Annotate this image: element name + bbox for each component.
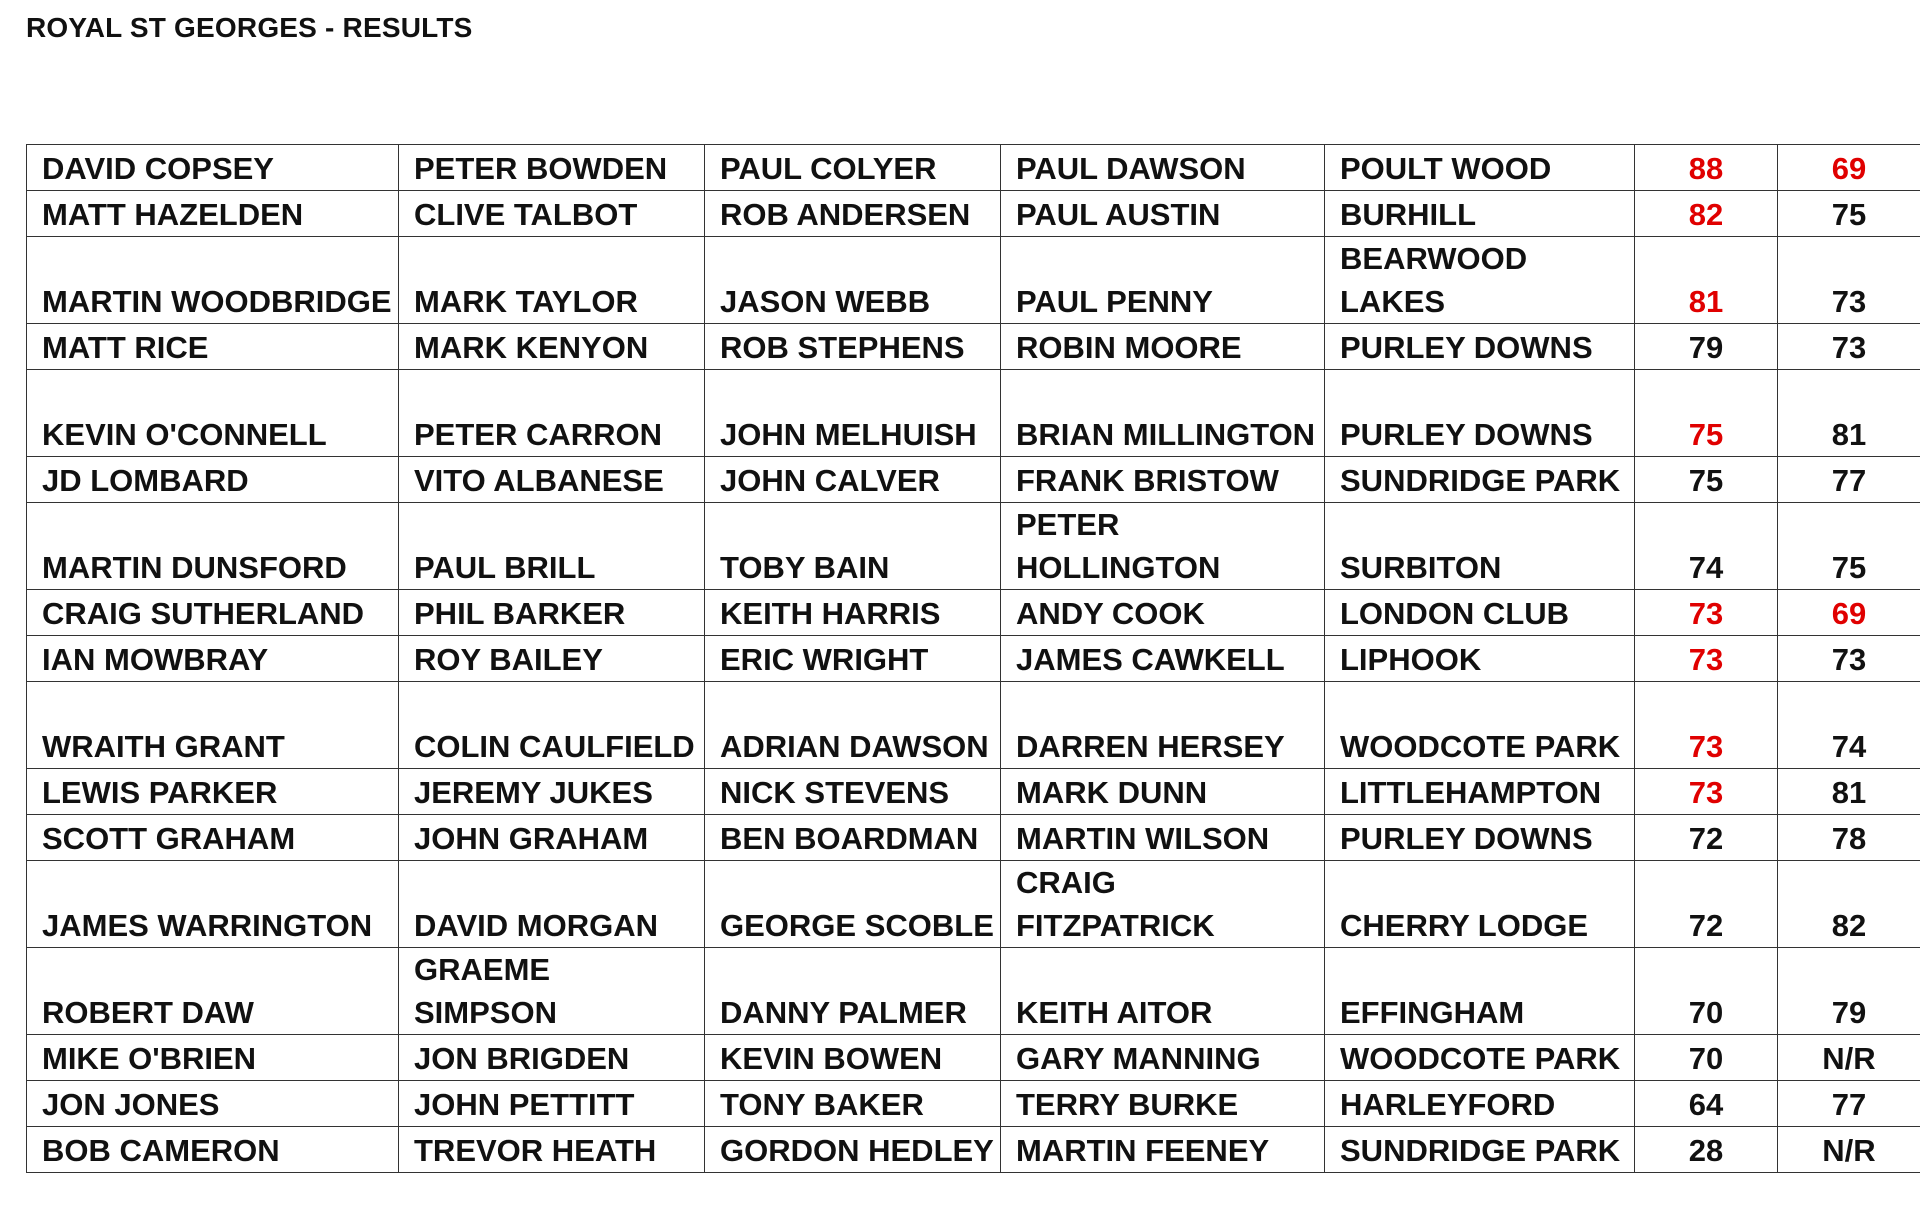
player-3-cell: JOHN CALVER	[705, 457, 1001, 503]
club-cell: BEARWOOD LAKES	[1325, 237, 1635, 324]
player-3-cell: KEITH HARRIS	[705, 590, 1001, 636]
player-4-cell: JAMES CAWKELL	[1001, 636, 1325, 682]
player-3-cell: TONY BAKER	[705, 1081, 1001, 1127]
player-1-cell: SCOTT GRAHAM	[27, 815, 399, 861]
player-2-cell: JON BRIGDEN	[399, 1035, 705, 1081]
player-1-cell: IAN MOWBRAY	[27, 636, 399, 682]
results-body	[27, 145, 1920, 1173]
player-2-cell: PHIL BARKER	[399, 590, 705, 636]
table-row	[27, 861, 1920, 948]
player-4-cell: CRAIG FITZPATRICK	[1001, 861, 1325, 948]
player-3-cell: ROB ANDERSEN	[705, 191, 1001, 237]
club-cell: PURLEY DOWNS	[1325, 324, 1635, 370]
player-2-cell: DAVID MORGAN	[399, 861, 705, 948]
player-3-cell: JASON WEBB	[705, 237, 1001, 324]
score-2-cell: 82	[1778, 861, 1920, 948]
player-2-cell: CLIVE TALBOT	[399, 191, 705, 237]
player-1-cell: CRAIG SUTHERLAND	[27, 590, 399, 636]
player-1-cell: DAVID COPSEY	[27, 145, 399, 191]
score-2-cell: 73	[1778, 324, 1920, 370]
player-4-cell: BRIAN MILLINGTON	[1001, 370, 1325, 457]
table-row	[27, 145, 1920, 191]
player-2-cell: TREVOR HEATH	[399, 1127, 705, 1173]
table-row	[27, 769, 1920, 815]
player-4-cell: MARTIN WILSON	[1001, 815, 1325, 861]
score-1-cell: 74	[1635, 503, 1778, 590]
club-cell: BURHILL	[1325, 191, 1635, 237]
table-row	[27, 503, 1920, 590]
player-2-cell: JOHN PETTITT	[399, 1081, 705, 1127]
player-4-cell: PETER HOLLINGTON	[1001, 503, 1325, 590]
player-1-cell: LEWIS PARKER	[27, 769, 399, 815]
player-1-cell: WRAITH GRANT	[27, 682, 399, 769]
table-row	[27, 1127, 1920, 1173]
player-4-cell: MARTIN FEENEY	[1001, 1127, 1325, 1173]
score-2-cell: 75	[1778, 503, 1920, 590]
score-2-cell: 75	[1778, 191, 1920, 237]
player-4-cell: PAUL DAWSON	[1001, 145, 1325, 191]
player-1-cell: JAMES WARRINGTON	[27, 861, 399, 948]
player-2-cell: MARK KENYON	[399, 324, 705, 370]
score-2-cell: 81	[1778, 769, 1920, 815]
player-1-cell: MARTIN DUNSFORD	[27, 503, 399, 590]
player-1-cell: MATT RICE	[27, 324, 399, 370]
score-1-cell: 82	[1635, 191, 1778, 237]
score-1-cell: 75	[1635, 457, 1778, 503]
score-2-cell: 77	[1778, 1081, 1920, 1127]
club-cell: CHERRY LODGE	[1325, 861, 1635, 948]
club-cell: WOODCOTE PARK	[1325, 1035, 1635, 1081]
table-row	[27, 370, 1920, 457]
score-1-cell: 73	[1635, 636, 1778, 682]
player-2-cell: PETER BOWDEN	[399, 145, 705, 191]
score-2-cell: 81	[1778, 370, 1920, 457]
player-2-cell: VITO ALBANESE	[399, 457, 705, 503]
table-row	[27, 237, 1920, 324]
player-2-cell: MARK TAYLOR	[399, 237, 705, 324]
player-1-cell: BOB CAMERON	[27, 1127, 399, 1173]
table-row	[27, 191, 1920, 237]
player-3-cell: DANNY PALMER	[705, 948, 1001, 1035]
player-3-cell: JOHN MELHUISH	[705, 370, 1001, 457]
score-2-cell: 69	[1778, 145, 1920, 191]
score-1-cell: 28	[1635, 1127, 1778, 1173]
player-4-cell: DARREN HERSEY	[1001, 682, 1325, 769]
club-cell: SUNDRIDGE PARK	[1325, 457, 1635, 503]
player-1-cell: MATT HAZELDEN	[27, 191, 399, 237]
score-1-cell: 70	[1635, 948, 1778, 1035]
player-3-cell: NICK STEVENS	[705, 769, 1001, 815]
table-row	[27, 948, 1920, 1035]
player-4-cell: KEITH AITOR	[1001, 948, 1325, 1035]
table-row	[27, 324, 1920, 370]
score-1-cell: 88	[1635, 145, 1778, 191]
score-1-cell: 79	[1635, 324, 1778, 370]
player-2-cell: COLIN CAULFIELD	[399, 682, 705, 769]
score-2-cell: 74	[1778, 682, 1920, 769]
club-cell: SURBITON	[1325, 503, 1635, 590]
player-3-cell: ADRIAN DAWSON	[705, 682, 1001, 769]
table-row	[27, 636, 1920, 682]
table-row	[27, 457, 1920, 503]
table-row	[27, 590, 1920, 636]
score-1-cell: 75	[1635, 370, 1778, 457]
club-cell: EFFINGHAM	[1325, 948, 1635, 1035]
page-title: ROYAL ST GEORGES - RESULTS	[26, 12, 473, 43]
player-2-cell: JOHN GRAHAM	[399, 815, 705, 861]
club-cell: PURLEY DOWNS	[1325, 370, 1635, 457]
score-2-cell: 79	[1778, 948, 1920, 1035]
player-1-cell: MARTIN WOODBRIDGE	[27, 237, 399, 324]
club-cell: LIPHOOK	[1325, 636, 1635, 682]
player-4-cell: FRANK BRISTOW	[1001, 457, 1325, 503]
club-cell: HARLEYFORD	[1325, 1081, 1635, 1127]
score-1-cell: 73	[1635, 682, 1778, 769]
player-3-cell: PAUL COLYER	[705, 145, 1001, 191]
player-3-cell: GORDON HEDLEY	[705, 1127, 1001, 1173]
club-cell: WOODCOTE PARK	[1325, 682, 1635, 769]
score-1-cell: 73	[1635, 590, 1778, 636]
table-row	[27, 1081, 1920, 1127]
score-2-cell: N/R	[1778, 1035, 1920, 1081]
player-1-cell: KEVIN O'CONNELL	[27, 370, 399, 457]
club-cell: LONDON CLUB	[1325, 590, 1635, 636]
results-table	[26, 144, 1920, 1173]
player-4-cell: ANDY COOK	[1001, 590, 1325, 636]
player-4-cell: GARY MANNING	[1001, 1035, 1325, 1081]
player-2-cell: GRAEME SIMPSON	[399, 948, 705, 1035]
player-3-cell: ERIC WRIGHT	[705, 636, 1001, 682]
player-3-cell: GEORGE SCOBLE	[705, 861, 1001, 948]
score-2-cell: 73	[1778, 237, 1920, 324]
table-row	[27, 815, 1920, 861]
player-3-cell: KEVIN BOWEN	[705, 1035, 1001, 1081]
player-2-cell: PAUL BRILL	[399, 503, 705, 590]
player-2-cell: ROY BAILEY	[399, 636, 705, 682]
player-3-cell: ROB STEPHENS	[705, 324, 1001, 370]
player-4-cell: TERRY BURKE	[1001, 1081, 1325, 1127]
player-1-cell: JON JONES	[27, 1081, 399, 1127]
score-2-cell: 77	[1778, 457, 1920, 503]
score-1-cell: 73	[1635, 769, 1778, 815]
player-4-cell: ROBIN MOORE	[1001, 324, 1325, 370]
club-cell: LITTLEHAMPTON	[1325, 769, 1635, 815]
player-4-cell: PAUL AUSTIN	[1001, 191, 1325, 237]
table-row	[27, 682, 1920, 769]
player-3-cell: TOBY BAIN	[705, 503, 1001, 590]
player-1-cell: MIKE O'BRIEN	[27, 1035, 399, 1081]
player-1-cell: ROBERT DAW	[27, 948, 399, 1035]
player-2-cell: PETER CARRON	[399, 370, 705, 457]
score-2-cell: 69	[1778, 590, 1920, 636]
player-2-cell: JEREMY JUKES	[399, 769, 705, 815]
score-1-cell: 64	[1635, 1081, 1778, 1127]
player-4-cell: MARK DUNN	[1001, 769, 1325, 815]
score-2-cell: N/R	[1778, 1127, 1920, 1173]
score-1-cell: 81	[1635, 237, 1778, 324]
score-1-cell: 72	[1635, 815, 1778, 861]
score-1-cell: 72	[1635, 861, 1778, 948]
table-row	[27, 1035, 1920, 1081]
score-1-cell: 70	[1635, 1035, 1778, 1081]
player-1-cell: JD LOMBARD	[27, 457, 399, 503]
player-3-cell: BEN BOARDMAN	[705, 815, 1001, 861]
club-cell: PURLEY DOWNS	[1325, 815, 1635, 861]
player-4-cell: PAUL PENNY	[1001, 237, 1325, 324]
club-cell: SUNDRIDGE PARK	[1325, 1127, 1635, 1173]
club-cell: POULT WOOD	[1325, 145, 1635, 191]
score-2-cell: 78	[1778, 815, 1920, 861]
score-2-cell: 73	[1778, 636, 1920, 682]
